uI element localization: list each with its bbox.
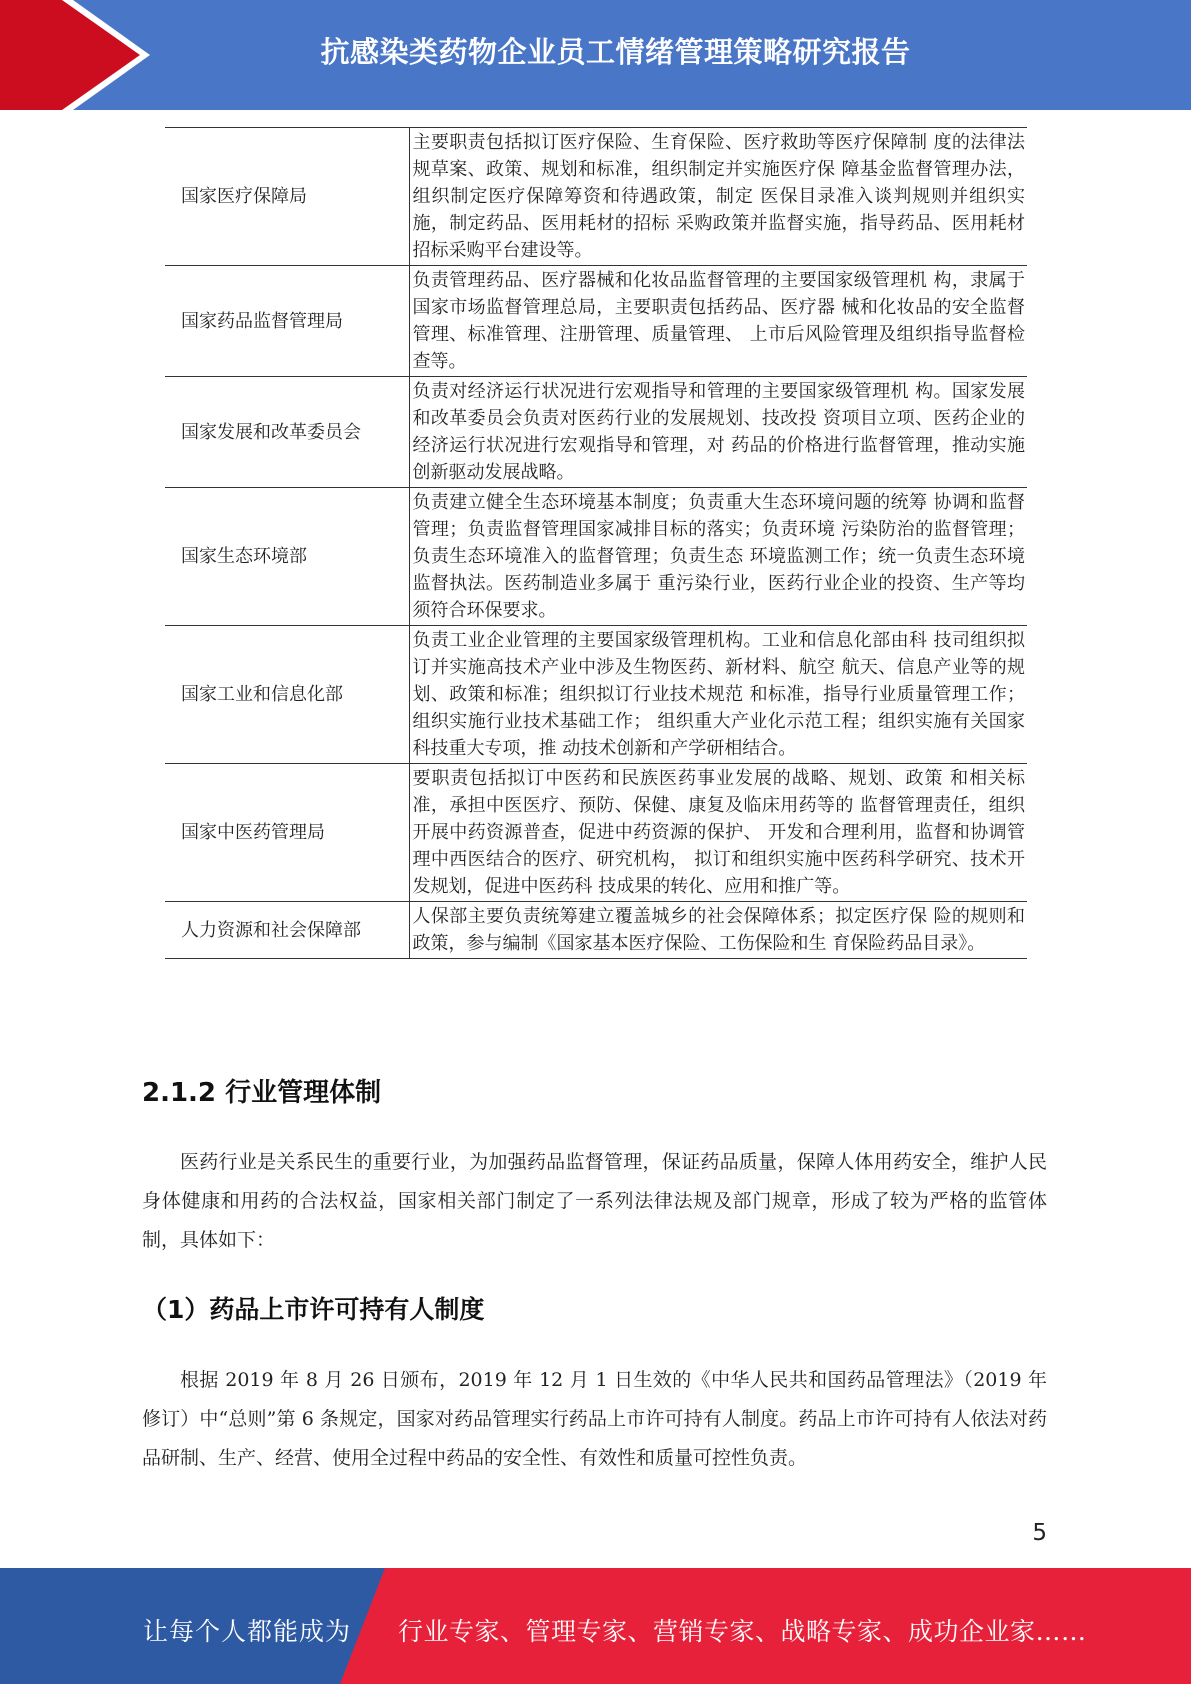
table-row <box>165 764 1027 902</box>
agency-name: 国家发展和改革委员会 <box>165 377 409 488</box>
table-row <box>165 377 1027 488</box>
page-footer <box>0 1568 1191 1684</box>
subsection-heading: （1）药品上市许可持有人制度 <box>142 1295 485 1324</box>
agency-name: 人力资源和社会保障部 <box>165 902 409 959</box>
agency-name: 国家中医药管理局 <box>165 764 409 902</box>
page-header <box>0 0 1191 110</box>
table-row <box>165 488 1027 626</box>
table-row <box>165 266 1027 377</box>
agency-description: 负责建立健全生态环境基本制度；负责重大生态环境问题的统筹 协调和监督管理；负责监督管理国家减排目标的落实；负责环境 污染防治的监督管理；负责生态环境准入的监督管理；负责生态 环境监测工作；统一负责生态环境监督执法。医药制造业多属于 重污染行业，医药行业企业的投资、生产等均须符合环保要求。 <box>409 488 1027 626</box>
section-heading: 2.1.2 行业管理体制 <box>142 1078 382 1108</box>
section-paragraph: 医药行业是关系民生的重要行业，为加强药品监督管理，保证药品质量，保障人体用药安全，维护人民身体健康和用药的合法权益，国家相关部门制定了一系列法律法规及部门规章，形成了较为严格的监管体制，具体如下： <box>142 1151 1047 1251</box>
page-number: 5 <box>1032 1520 1047 1546</box>
agency-description: 负责管理药品、医疗器械和化妆品监督管理的主要国家级管理机 构，隶属于国家市场监督管理总局，主要职责包括药品、医疗器 械和化妆品的安全监督管理、标准管理、注册管理、质量管理、 上市后风险管理及组织指导监督检查等。 <box>409 266 1027 377</box>
agency-name: 国家工业和信息化部 <box>165 626 409 764</box>
agency-description: 人保部主要负责统筹建立覆盖城乡的社会保障体系；拟定医疗保 险的规则和政策，参与编制《国家基本医疗保险、工伤保险和生 育保险药品目录》。 <box>409 902 1027 959</box>
agency-description: 要职责包括拟订中医药和民族医药事业发展的战略、规划、政策 和相关标准，承担中医医疗、预防、保健、康复及临床用药等的 监督管理责任，组织开展中药资源普查，促进中药资源的保护、 开发和合理利用，监督和协调管理中西医结合的医疗、研究机构， 拟订和组织实施中医药科学研究、技术开发规划，促进中医药科 技成果的转化、应用和推广等。 <box>409 764 1027 902</box>
subsection-paragraph: 根据 2019 年 8 月 26 日颁布，2019 年 12 月 1 日生效的《中华人民共和国药品管理法》（2019 年修订）中“总则”第 6 条规定，国家对药品管理实行药品上市许可持有人制度。药品上市许可持有人依法对药品研制、生产、经营、使用全过程中药品的安全性、有效性和质量可控性负责。 <box>142 1369 1047 1469</box>
table-row <box>165 626 1027 764</box>
table-row <box>165 128 1027 266</box>
header-chevron-red <box>0 0 140 110</box>
agency-description: 负责对经济运行状况进行宏观指导和管理的主要国家级管理机 构。国家发展和改革委员会负责对医药行业的发展规划、技改投 资项目立项、医药企业的经济运行状况进行宏观指导和管理，对 药品的价格进行监督管理，推动实施创新驱动发展战略。 <box>409 377 1027 488</box>
agency-name: 国家医疗保障局 <box>165 128 409 266</box>
agency-name: 国家生态环境部 <box>165 488 409 626</box>
report-title: 抗感染类药物企业员工情绪管理策略研究报告 <box>320 35 911 69</box>
table-row <box>165 902 1027 959</box>
footer-slogan-left: 让每个人都能成为 <box>143 1617 352 1646</box>
footer-slogan-right: 行业专家、管理专家、营销专家、战略专家、成功企业家…… <box>398 1617 1087 1646</box>
agency-description: 负责工业企业管理的主要国家级管理机构。工业和信息化部由科 技司组织拟订并实施高技术产业中涉及生物医药、新材料、航空 航天、信息产业等的规划、政策和标准；组织拟订行业技术规范 和标准，指导行业质量管理工作；组织实施行业技术基础工作； 组织重大产业化示范工程；组织实施有关国家科技重大专项，推 动技术创新和产学研相结合。 <box>409 626 1027 764</box>
agency-name: 国家药品监督管理局 <box>165 266 409 377</box>
agency-description: 主要职责包括拟订医疗保险、生育保险、医疗救助等医疗保障制 度的法律法规草案、政策、规划和标准，组织制定并实施医疗保 障基金监督管理办法，组织制定医疗保障筹资和待遇政策，制定 医保目录准入谈判规则并组织实施，制定药品、医用耗材的招标 采购政策并监督实施，指导药品、医用耗材招标采购平台建设等。 <box>409 128 1027 266</box>
regulatory-bodies-table <box>165 127 1027 959</box>
